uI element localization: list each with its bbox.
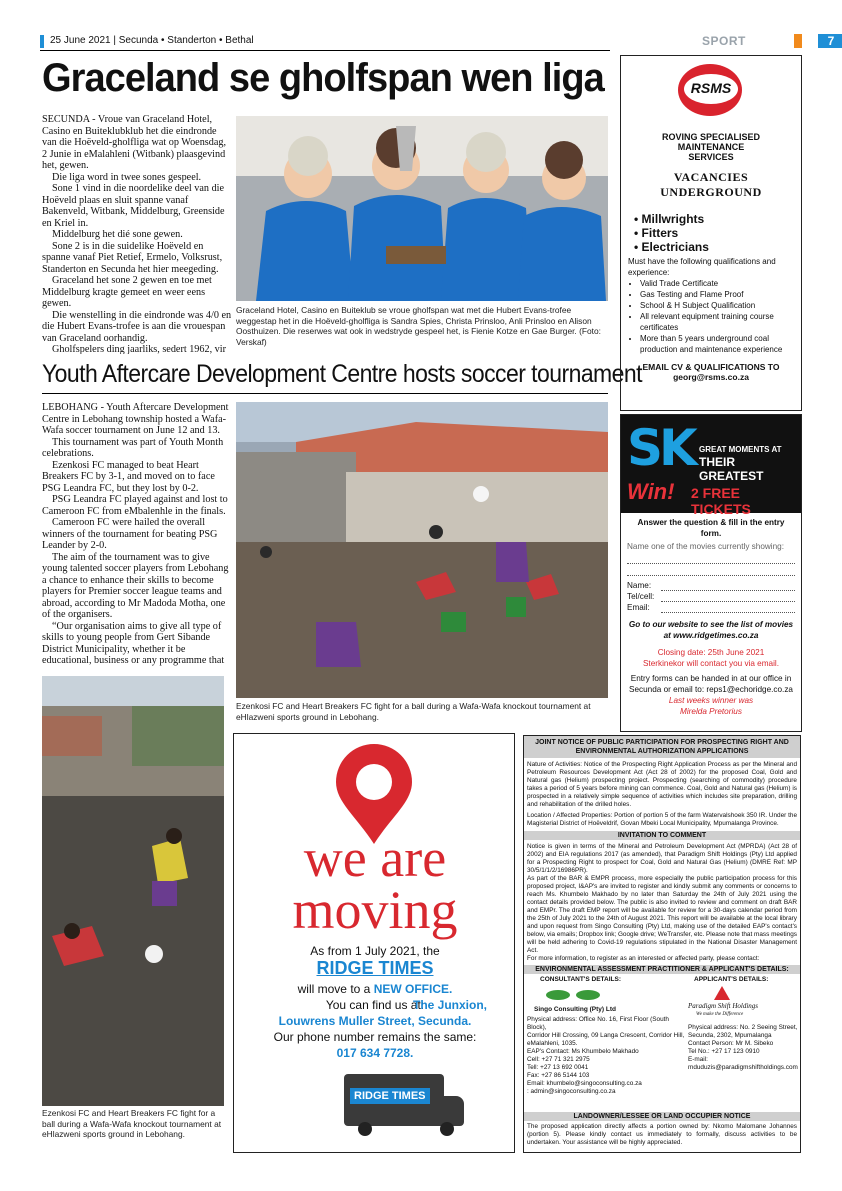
underground-title: UNDERGROUND bbox=[660, 185, 762, 199]
sk-website-note: Go to our website to see the list of movies at www.ridgetimes.co.za bbox=[628, 620, 794, 640]
page-number: 7 bbox=[818, 34, 842, 48]
consultant-detail-line: Physical address: Office No. 16, First Floor (South Block), bbox=[527, 1016, 669, 1031]
soccer-side-photo bbox=[42, 676, 224, 1106]
consultant-detail-line: : admin@singoconsulting.co.za bbox=[527, 1088, 616, 1095]
sk-last-winner-label: Last weeks winner was bbox=[668, 696, 754, 705]
new-address-line-2: Louwrens Muller Street, Secunda. bbox=[278, 1014, 472, 1028]
we-are-text: we are bbox=[303, 828, 447, 888]
page-header bbox=[40, 34, 835, 49]
positions-list bbox=[634, 212, 794, 254]
paradigm-name: Paradigm Shift Holdings bbox=[688, 1002, 759, 1010]
singo-name: Singo Consulting (Pty) Ltd bbox=[534, 1006, 616, 1013]
consultant-label: CONSULTANT'S DETAILS: bbox=[540, 976, 621, 983]
sk-cell-label: Tel/cell: bbox=[627, 592, 655, 601]
consultant-details bbox=[527, 1016, 687, 1096]
consultant-detail-line: Email: khumbelo@singoconsulting.co.za bbox=[527, 1080, 642, 1087]
sk-tagline-2: THEIR GREATEST bbox=[699, 455, 764, 483]
sk-hand-in-note: Entry forms can be handed in at our office in Secunda or email to: reps1@echoridge.co.za bbox=[629, 674, 793, 694]
requirement-item: • School & H Subject Qualification bbox=[640, 300, 794, 311]
applicant-details bbox=[688, 1024, 800, 1072]
notice-title: JOINT NOTICE OF PUBLIC PARTICIPATION FOR PROSPECTING RIGHT AND ENVIRONMENTAL AUTHORIZATION APPLICATIONS bbox=[524, 736, 800, 758]
article1-paragraph: Middelburg het dié sone gewen. bbox=[52, 229, 183, 240]
phone-number: 017 634 7728. bbox=[336, 1046, 414, 1060]
article1-paragraph: Gholfspelers ding jaarliks, sedert 1962, vir bbox=[52, 344, 226, 354]
sk-answer-line-2[interactable] bbox=[627, 564, 795, 576]
applicant-detail-line: Physical address: No. 2 Seeing Street, bbox=[688, 1024, 798, 1031]
article2-paragraph: This tournament was part of Youth Month celebrations. bbox=[42, 436, 224, 459]
position-item: • Fitters bbox=[634, 226, 679, 240]
new-address-line-1: The Junxion, bbox=[412, 998, 487, 1012]
rsms-company-name: ROVING SPECIALISED MAINTENANCE SERVICES bbox=[661, 132, 760, 162]
new-office-text: NEW OFFICE. bbox=[373, 982, 453, 996]
sk-free-tickets: 2 FREE TICKETS bbox=[691, 485, 751, 517]
notice-nature: Nature of Activities: Notice of the Prospecting Right Application Process as per the Mineral and Petroleum Resources Development Act (Act 28 of 2002) for the proposed Coal, Gold and Natural gas (Helium) prospecting project. Prospecting (searching of commodity) procedure takes a period of 5 years before mining can commence. Coal, Gold and Natural gas (Helium) is prospected in a relatively simple sequence of activities which includes site preparation, drilling and rehabilitation of the drilled holes. bbox=[527, 761, 797, 808]
sk-email-row bbox=[627, 602, 795, 613]
soccer-main-caption: Ezenkosi FC and Heart Breakers FC fight for a ball during a Wafa-Wafa knockout tournament at eHlazweni sports ground in Lebohang. bbox=[236, 701, 591, 722]
will-move-text: will move to a bbox=[297, 982, 371, 996]
rsms-logo bbox=[676, 62, 746, 118]
header-accent-bar bbox=[40, 35, 44, 48]
sk-contact-note: Sterkinekor will contact you via email. bbox=[642, 659, 780, 668]
ridge-times-moving-ad bbox=[233, 733, 515, 1153]
consultant-detail-line: Fax: +27 86 5144 103 bbox=[527, 1072, 590, 1079]
singo-logo-icon bbox=[546, 988, 602, 1002]
consultant-detail-line: eMalahleni, 1035. bbox=[527, 1040, 578, 1047]
article2-paragraph: PSG Leandra FC played against and lost to Cameroon FC from eMbalenhle in the finals. bbox=[42, 494, 228, 517]
golf-photo-caption: Graceland Hotel, Casino en Buiteklub se vroue gholfspan wat met die Hubert Evans-trofee weggestap het in die Hoëveld-gholfliga is Sandra Spies, Christa Prinsloo, Anli Prinsloo en Alison Oosthuizen. Die reserwes wat ook in wedstryde gespeel het, is Fienie Kotze en Gae Burger. (Foto: Verskaf) bbox=[236, 305, 601, 347]
notice-intro: Notice is given in terms of the Mineral and Petroleum Development Act (MPRDA) (Act 28 of 2002) and EIA regulations 2017 (as amended), that Paradigm Shift Holdings (Pty) Ltd applied for a Prospecting Right to prospect for Coal, Gold and Natural Gas (Helium) (DMRE Ref: MP 30/5/1/1/2/16986PR). bbox=[527, 843, 797, 874]
header-rule bbox=[40, 50, 610, 51]
position-item: • Electricians bbox=[634, 240, 709, 254]
article1-paragraph: SECUNDA - Vroue van Graceland Hotel, Casino en Buiteklubklub het die eindronde van die Hoëveld-gholfliga wat op Woensdag, 2 Junie in eMalahleni (Witbank) plaasgevind het, gewen. bbox=[42, 114, 227, 171]
article2-headline: Youth Aftercare Development Centre hosts soccer tournament bbox=[42, 360, 642, 388]
phone-line-text: Our phone number remains the same: bbox=[273, 1030, 477, 1044]
article2-paragraph: “Our organisation aims to give all type of skills to young people from Gert Sibande District Municipality, whether it be educational, business or any programme that bbox=[42, 620, 225, 666]
paradigm-logo-icon bbox=[714, 986, 730, 1000]
sk-logo: SK bbox=[627, 419, 694, 477]
position-item: • Millwrights bbox=[634, 212, 705, 226]
golf-team-photo bbox=[236, 116, 608, 301]
truck-icon bbox=[344, 1066, 464, 1136]
consultant-detail-line: Tell: +27 13 692 0041 bbox=[527, 1064, 589, 1071]
landowner-title: LANDOWNER/LESSEE OR LAND OCCUPIER NOTICE bbox=[524, 1112, 800, 1121]
applicant-detail-line: Tel No.: +27 17 123 0910 bbox=[688, 1048, 760, 1055]
find-us-text: You can find us at: bbox=[325, 998, 425, 1012]
sk-entry-form bbox=[621, 513, 801, 721]
applicant-detail-line: Contact Person: Mr M. Sibeko bbox=[688, 1040, 774, 1047]
requirements-intro: Must have the following qualifications and experience: bbox=[628, 257, 776, 277]
sk-win: Win! bbox=[627, 479, 675, 504]
article2-paragraph: The aim of the tournament was to give young talented soccer players from Lebohang a chance to enhance their skills to become players for Premier soccer league teams and abroad, according to Mr Madoda Motha, one of the organisers. bbox=[42, 551, 229, 620]
rsms-email-link[interactable]: georg@rsms.co.za bbox=[673, 372, 749, 382]
sk-email-field[interactable] bbox=[661, 602, 795, 613]
sk-cell-row bbox=[627, 591, 795, 602]
requirement-item: • Gas Testing and Flame Proof bbox=[640, 289, 794, 300]
article2-body bbox=[42, 402, 232, 666]
sk-cell-field[interactable] bbox=[661, 591, 795, 602]
sk-closing-date: Closing date: 25th June 2021 bbox=[657, 648, 765, 657]
applicant-detail-line: mduduzis@paradigmshiftholdings.com bbox=[688, 1064, 798, 1071]
notice-process: As part of the BAR & EMPR process, more especially the public participation process for this proposed project, I&AP's are invited to register and kindly submit any comments or concerns to reach Ms. Khumbelo Makhado by no later than Saturday the 24th of July 2021 using the contact details provided below. The public is also invited to review and comment on draft BAR and EMPr. The draft EMP report will be available for review for a 30-days calendar period from the 25th of July 2021 to the 24th of August 2021. This report will be available at the local library and upon request from Singo Consulting (Pty) Ltd, making use of the detailed EAP's contact's below, via emails; Dropbox link; Google drive; WeTransfer, etc. Please note that mass meetings will be held adhering to Covid-19 regulations stipulated in the National Disaster Management Act. bbox=[527, 875, 797, 954]
applicant-label: APPLICANT'S DETAILS: bbox=[694, 976, 769, 983]
landowner-notice: The proposed application directly affects a portion owned by: Nkomo Malomane Johannes (portion 5). Please kindly contact us immediately to formally, discuss activities to be undertaken. Your assistance will be highly appreciated. bbox=[527, 1123, 797, 1146]
sk-question: Name one of the movies currently showing: bbox=[627, 542, 785, 551]
sk-tagline-1: GREAT MOMENTS AT bbox=[699, 445, 782, 454]
requirement-item: • All relevant equipment training course certificates bbox=[640, 311, 794, 333]
notice-contact-intro: For more information, to register as an interested or affected party, please contact: bbox=[527, 955, 760, 962]
soccer-main-photo bbox=[236, 402, 608, 698]
singo-leaf-right bbox=[576, 990, 600, 1000]
requirement-item: • More than 5 years underground coal production and maintenance experience bbox=[640, 333, 794, 355]
section-label: SPORT bbox=[702, 34, 746, 48]
truck-label: RIDGE TIMES bbox=[350, 1088, 430, 1104]
requirements-list bbox=[640, 278, 794, 355]
article1-paragraph: Graceland het sone 2 gewen en toe met Middelburg kragte gemeet en weer eens gewen. bbox=[42, 275, 212, 309]
rsms-vacancy-ad bbox=[620, 55, 802, 411]
sk-name-label: Name: bbox=[627, 581, 652, 590]
applicant-detail-line: E-mail: bbox=[688, 1056, 708, 1063]
article2-paragraph: LEBOHANG - Youth Aftercare Development Centre in Lebohang township hosted a Wafa-Wafa soccer tournament on June 12 and 13. bbox=[42, 402, 229, 436]
article1-body bbox=[42, 114, 232, 354]
sk-name-row bbox=[627, 580, 795, 591]
moving-date-line: As from 1 July 2021, the bbox=[310, 944, 440, 958]
rsms-email-line: EMAIL CV & QUALIFICATIONS TO bbox=[642, 362, 780, 372]
article1-paragraph: Sone 2 is in die suidelike Hoëveld en spanne vanaf Piet Retief, Ermelo, Volksrust, Standerton en Secunda het hier meegeding. bbox=[42, 240, 223, 275]
article2-rule bbox=[42, 393, 608, 394]
rsms-logo-text: RSMS bbox=[690, 80, 732, 96]
article2-paragraph: Ezenkosi FC managed to beat Heart Breakers FC by 3-1, and moved on to face PSG Leandra FC, but they lost by 0-2. bbox=[42, 459, 215, 494]
header-date-line: 25 June 2021 | Secunda • Standerton • Bethal bbox=[50, 35, 254, 46]
truck-wheel-rear bbox=[358, 1122, 372, 1136]
consultant-detail-line: EAP's Contact: Ms Khumbelo Makhado bbox=[527, 1048, 639, 1055]
singo-leaf-left bbox=[546, 990, 570, 1000]
applicant-detail-line: Secunda, 2302, Mpumalanga bbox=[688, 1032, 772, 1039]
section-accent-orange bbox=[794, 34, 802, 48]
moving-new-office-line bbox=[234, 982, 516, 996]
sk-instruction: Answer the question & fill in the entry form. bbox=[637, 518, 785, 538]
sk-banner bbox=[621, 415, 801, 517]
soccer-side-caption: Ezenkosi FC and Heart Breakers FC fight for a ball during a Wafa-Wafa knockout tournament at eHlazweni sports ground in Lebohang. bbox=[42, 1108, 222, 1139]
sk-name-field[interactable] bbox=[661, 580, 795, 591]
eap-title: ENVIRONMENTAL ASSESSMENT PRACTITIONER & APPLICANT'S DETAILS: bbox=[524, 965, 800, 974]
moving-paper-name: RIDGE TIMES bbox=[316, 958, 434, 978]
vacancies-title: VACANCIES bbox=[673, 170, 749, 184]
consultant-detail-line: Cell: +27 71 321 2975 bbox=[527, 1056, 590, 1063]
moving-text: moving bbox=[292, 880, 458, 940]
paradigm-tagline: We make the Difference bbox=[696, 1012, 744, 1017]
article1-paragraph: Sone 1 vind in die noordelike deel van die Hoëveld plaas en sluit spanne vanaf Bakenveld, Witbank, Middelburg, Greenside en Kriel in. bbox=[42, 183, 225, 229]
sterkinekor-competition-ad bbox=[620, 414, 802, 732]
invitation-title: INVITATION TO COMMENT bbox=[524, 831, 800, 840]
public-participation-notice bbox=[523, 735, 801, 1153]
consultant-detail-line: Corridor Hill Crossing, 09 Langa Crescent, Corridor Hill, bbox=[527, 1032, 685, 1039]
article1-paragraph: Die liga word in twee sones gespeel. bbox=[52, 171, 202, 183]
sk-email-label: Email: bbox=[627, 603, 650, 612]
article1-headline: Graceland se gholfspan wen liga bbox=[42, 56, 604, 100]
requirement-item: • Valid Trade Certificate bbox=[640, 278, 794, 289]
notice-location: Location / Affected Properties: Portion of portion 5 of the farm Watervalshoek 350 IR. Under the Magisterial District of Hoëveldrif, Govan Mbeki Local Municipality, Mpumalanga Province. bbox=[527, 812, 797, 827]
truck-wheel-front bbox=[440, 1122, 454, 1136]
sk-winner-name: Mirelda Pretorius bbox=[680, 707, 742, 716]
sk-answer-line-1[interactable] bbox=[627, 552, 795, 564]
eap-details bbox=[524, 974, 800, 1112]
article2-paragraph: Cameroon FC were hailed the overall winners of the tournament for beating PSG Leander by 2-0. bbox=[42, 517, 218, 551]
article1-paragraph: Die wenstelling in die eindronde was 4/0 en die Hubert Evans-trofee is aan die vrouespan van Graceland oorhandig. bbox=[42, 309, 232, 344]
